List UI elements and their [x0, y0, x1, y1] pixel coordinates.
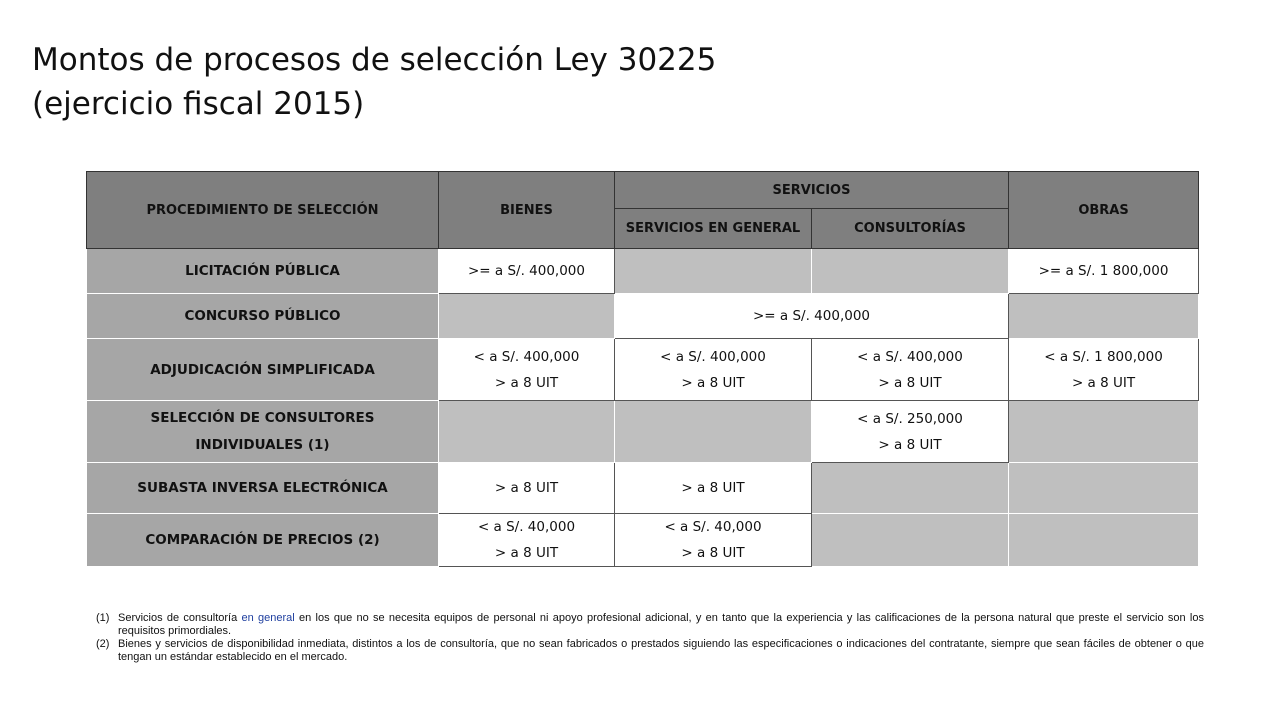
page-title [32, 38, 716, 126]
header-obras: OBRAS [1009, 172, 1199, 249]
cell-empty [812, 463, 1009, 514]
footnote-number: (2) [96, 638, 110, 650]
cell-line: > a 8 UIT [494, 545, 559, 561]
cell-seleccion-consultorias [812, 401, 1009, 463]
cell-line: < a S/. 40,000 [664, 519, 762, 535]
cell-empty [812, 249, 1009, 294]
header-bienes: BIENES [439, 172, 615, 249]
cell-adjudicacion-consultorias [812, 339, 1009, 401]
header-servicios-general: SERVICIOS EN GENERAL [615, 209, 812, 249]
cell-concurso-servicios: >= a S/. 400,000 [615, 294, 1009, 339]
cell-line: > a 8 UIT [1071, 374, 1136, 391]
footnote-text-part: en los que no se necesita equipos de personal ni apoyo profesional adicional, y en tanto que la experiencia y las calificaciones de la persona natural que preste el servicio son los requisitos primordiales. [118, 612, 1204, 637]
table-row [87, 463, 1199, 514]
cell-line: < a S/. 250,000 [857, 410, 963, 427]
cell-empty [615, 401, 812, 463]
cell-line: < a S/. 400,000 [473, 348, 580, 365]
cell-line: > a 8 UIT [878, 374, 942, 391]
cell-line: > a 8 UIT [681, 545, 745, 561]
cell-line: > a 8 UIT [878, 436, 942, 453]
cell-line: < a S/. 40,000 [477, 519, 576, 535]
page-title-line2: (ejercicio fiscal 2015) [32, 86, 365, 122]
footnote-number: (1) [96, 612, 110, 624]
cell-empty [1009, 294, 1199, 339]
footnote-text: Bienes y servicios de disponibilidad inmediata, distintos a los de consultoría, que no sean fabricados o prestados siguiendo las especificaciones o indicaciones del contratante, siempre que sean fáciles de obtener o que tengan un estándar establecido en el mercado. [118, 638, 1204, 663]
header-consultorias: CONSULTORÍAS [812, 209, 1009, 249]
footnote-2 [96, 638, 1204, 664]
cell-empty [1009, 463, 1199, 514]
cell-empty [615, 249, 812, 294]
cell-adjudicacion-bienes [439, 339, 615, 401]
header-procedimiento: PROCEDIMIENTO DE SELECCIÓN [87, 172, 439, 249]
cell-subasta-servicios-general: > a 8 UIT [615, 463, 812, 514]
row-name-line: INDIVIDUALES (1) [195, 436, 330, 453]
cell-empty [439, 294, 615, 339]
row-name-adjudicacion: ADJUDICACIÓN SIMPLIFICADA [87, 339, 439, 401]
table-row [87, 401, 1199, 463]
table-row [87, 339, 1199, 401]
table-row [87, 249, 1199, 294]
footnote-text [118, 612, 1204, 638]
cell-line: < a S/. 400,000 [857, 348, 963, 365]
header-servicios: SERVICIOS [615, 172, 1009, 209]
cell-comparacion-servicios-general [615, 514, 812, 567]
cell-comparacion-bienes [439, 514, 615, 567]
table-row [87, 294, 1199, 339]
cell-line: < a S/. 1 800,000 [1044, 348, 1163, 365]
cell-subasta-bienes: > a 8 UIT [439, 463, 615, 514]
row-name-licitacion: LICITACIÓN PÚBLICA [87, 249, 439, 294]
footnote-highlight: en general [241, 612, 295, 624]
row-name-seleccion-consultores [87, 401, 439, 463]
cell-line: > a 8 UIT [681, 374, 745, 391]
row-name-comparacion: COMPARACIÓN DE PRECIOS (2) [87, 514, 439, 567]
cell-empty [1009, 514, 1199, 567]
table-row [87, 514, 1199, 567]
row-name-line: SELECCIÓN DE CONSULTORES [150, 409, 375, 426]
cell-empty [439, 401, 615, 463]
cell-adjudicacion-obras [1009, 339, 1199, 401]
cell-line: > a 8 UIT [494, 374, 559, 391]
amounts-table [86, 171, 1199, 567]
cell-line: < a S/. 400,000 [660, 348, 766, 365]
cell-empty [1009, 401, 1199, 463]
row-name-concurso: CONCURSO PÚBLICO [87, 294, 439, 339]
cell-licitacion-bienes: >= a S/. 400,000 [439, 249, 615, 294]
cell-adjudicacion-servicios-general [615, 339, 812, 401]
cell-licitacion-obras: >= a S/. 1 800,000 [1009, 249, 1199, 294]
footnote-text-part: Servicios de consultoría [118, 612, 242, 624]
page-title-line1: Montos de procesos de selección Ley 30225 [32, 42, 717, 78]
cell-empty [812, 514, 1009, 567]
footnotes [96, 612, 1204, 664]
row-name-subasta: SUBASTA INVERSA ELECTRÓNICA [87, 463, 439, 514]
footnote-1 [96, 612, 1204, 638]
